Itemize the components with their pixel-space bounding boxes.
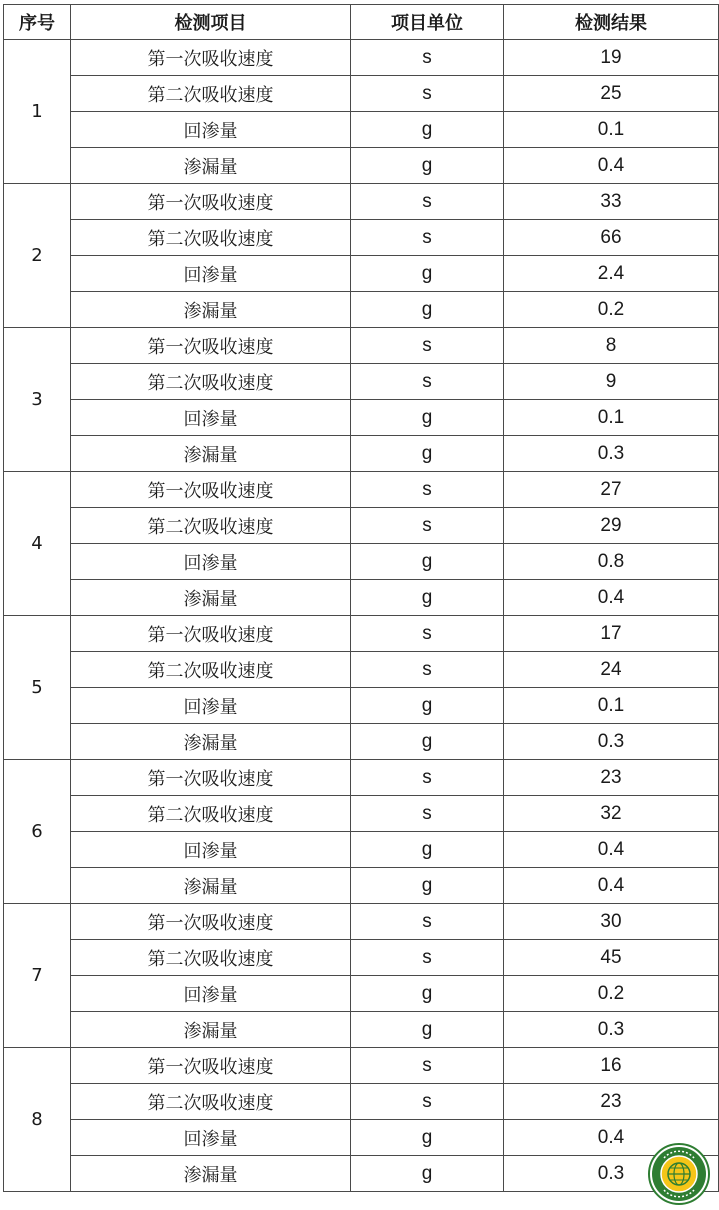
- item-cell: 第一次吸收速度: [71, 760, 351, 796]
- item-cell: 渗漏量: [71, 148, 351, 184]
- unit-cell: s: [351, 76, 504, 112]
- unit-cell: s: [351, 1084, 504, 1120]
- table-row: [4, 940, 719, 976]
- unit-cell: s: [351, 472, 504, 508]
- unit-cell: s: [351, 364, 504, 400]
- unit-cell: s: [351, 940, 504, 976]
- unit-cell: g: [351, 1120, 504, 1156]
- unit-cell: s: [351, 40, 504, 76]
- table-row: [4, 616, 719, 652]
- table-row: [4, 76, 719, 112]
- result-cell: 17: [504, 616, 719, 652]
- test-results-table: [3, 4, 719, 1192]
- item-cell: 第二次吸收速度: [71, 796, 351, 832]
- result-cell: 32: [504, 796, 719, 832]
- result-cell: 0.4: [504, 1120, 719, 1156]
- table-row: [4, 40, 719, 76]
- seq-cell: 4: [4, 472, 71, 616]
- item-cell: 第二次吸收速度: [71, 652, 351, 688]
- item-cell: 回渗量: [71, 400, 351, 436]
- seq-cell: 8: [4, 1048, 71, 1192]
- item-cell: 渗漏量: [71, 1156, 351, 1192]
- unit-cell: s: [351, 796, 504, 832]
- result-cell: 0.3: [504, 436, 719, 472]
- result-cell: 0.4: [504, 868, 719, 904]
- table-row: [4, 184, 719, 220]
- item-cell: 第一次吸收速度: [71, 904, 351, 940]
- result-cell: 30: [504, 904, 719, 940]
- item-cell: 第一次吸收速度: [71, 1048, 351, 1084]
- table-row: [4, 112, 719, 148]
- table-body: [4, 40, 719, 1192]
- result-cell: 0.1: [504, 400, 719, 436]
- seq-cell: 6: [4, 760, 71, 904]
- result-cell: 66: [504, 220, 719, 256]
- certification-seal-icon: [648, 1143, 710, 1205]
- table-row: [4, 400, 719, 436]
- item-cell: 第二次吸收速度: [71, 508, 351, 544]
- header-result: 检测结果: [504, 5, 719, 40]
- result-cell: 25: [504, 76, 719, 112]
- result-cell: 23: [504, 760, 719, 796]
- result-cell: 2.4: [504, 256, 719, 292]
- unit-cell: s: [351, 328, 504, 364]
- result-cell: 0.8: [504, 544, 719, 580]
- unit-cell: g: [351, 544, 504, 580]
- unit-cell: g: [351, 976, 504, 1012]
- header-unit: 项目单位: [351, 5, 504, 40]
- table-row: [4, 688, 719, 724]
- result-cell: 0.1: [504, 112, 719, 148]
- result-cell: 0.3: [504, 1156, 719, 1192]
- result-cell: 16: [504, 1048, 719, 1084]
- table-row: [4, 1156, 719, 1192]
- unit-cell: g: [351, 724, 504, 760]
- item-cell: 回渗量: [71, 832, 351, 868]
- header-row: [4, 5, 719, 40]
- item-cell: 第一次吸收速度: [71, 40, 351, 76]
- result-cell: 45: [504, 940, 719, 976]
- item-cell: 第二次吸收速度: [71, 364, 351, 400]
- item-cell: 第一次吸收速度: [71, 616, 351, 652]
- result-cell: 27: [504, 472, 719, 508]
- seq-cell: 5: [4, 616, 71, 760]
- table-row: [4, 904, 719, 940]
- seq-cell: 3: [4, 328, 71, 472]
- item-cell: 第二次吸收速度: [71, 220, 351, 256]
- item-cell: 回渗量: [71, 256, 351, 292]
- unit-cell: s: [351, 652, 504, 688]
- item-cell: 第二次吸收速度: [71, 1084, 351, 1120]
- unit-cell: g: [351, 1012, 504, 1048]
- result-cell: 0.3: [504, 724, 719, 760]
- item-cell: 渗漏量: [71, 868, 351, 904]
- item-cell: 回渗量: [71, 976, 351, 1012]
- unit-cell: g: [351, 688, 504, 724]
- result-cell: 24: [504, 652, 719, 688]
- table-row: [4, 544, 719, 580]
- table-row: [4, 436, 719, 472]
- unit-cell: s: [351, 1048, 504, 1084]
- seq-cell: 1: [4, 40, 71, 184]
- seq-cell: 7: [4, 904, 71, 1048]
- unit-cell: s: [351, 904, 504, 940]
- table-row: [4, 976, 719, 1012]
- unit-cell: s: [351, 616, 504, 652]
- item-cell: 回渗量: [71, 544, 351, 580]
- item-cell: 渗漏量: [71, 724, 351, 760]
- item-cell: 回渗量: [71, 112, 351, 148]
- result-cell: 0.2: [504, 976, 719, 1012]
- table-row: [4, 508, 719, 544]
- unit-cell: s: [351, 184, 504, 220]
- table-row: [4, 868, 719, 904]
- unit-cell: s: [351, 220, 504, 256]
- header-seq: 序号: [4, 5, 71, 40]
- table-row: [4, 652, 719, 688]
- table-row: [4, 148, 719, 184]
- item-cell: 回渗量: [71, 1120, 351, 1156]
- table-row: [4, 1012, 719, 1048]
- table-row: [4, 328, 719, 364]
- unit-cell: g: [351, 256, 504, 292]
- table-row: [4, 580, 719, 616]
- table-header: [4, 5, 719, 40]
- unit-cell: g: [351, 436, 504, 472]
- table-row: [4, 724, 719, 760]
- result-cell: 0.4: [504, 832, 719, 868]
- table-row: [4, 1084, 719, 1120]
- unit-cell: s: [351, 508, 504, 544]
- table-row: [4, 796, 719, 832]
- item-cell: 第二次吸收速度: [71, 76, 351, 112]
- table-row: [4, 832, 719, 868]
- result-cell: 0.1: [504, 688, 719, 724]
- table-row: [4, 760, 719, 796]
- item-cell: 回渗量: [71, 688, 351, 724]
- table-row: [4, 472, 719, 508]
- unit-cell: g: [351, 400, 504, 436]
- unit-cell: g: [351, 580, 504, 616]
- item-cell: 渗漏量: [71, 436, 351, 472]
- result-cell: 19: [504, 40, 719, 76]
- item-cell: 第一次吸收速度: [71, 472, 351, 508]
- unit-cell: g: [351, 292, 504, 328]
- result-cell: 0.2: [504, 292, 719, 328]
- unit-cell: g: [351, 148, 504, 184]
- result-cell: 0.3: [504, 1012, 719, 1048]
- unit-cell: g: [351, 112, 504, 148]
- unit-cell: g: [351, 868, 504, 904]
- result-cell: 0.4: [504, 148, 719, 184]
- seq-cell: 2: [4, 184, 71, 328]
- unit-cell: g: [351, 832, 504, 868]
- unit-cell: g: [351, 1156, 504, 1192]
- table-row: [4, 1120, 719, 1156]
- result-cell: 9: [504, 364, 719, 400]
- item-cell: 渗漏量: [71, 292, 351, 328]
- item-cell: 第一次吸收速度: [71, 328, 351, 364]
- result-cell: 0.4: [504, 580, 719, 616]
- item-cell: 渗漏量: [71, 580, 351, 616]
- result-cell: 23: [504, 1084, 719, 1120]
- result-cell: 29: [504, 508, 719, 544]
- item-cell: 第一次吸收速度: [71, 184, 351, 220]
- result-cell: 33: [504, 184, 719, 220]
- table-row: [4, 1048, 719, 1084]
- item-cell: 渗漏量: [71, 1012, 351, 1048]
- table-row: [4, 256, 719, 292]
- table-row: [4, 364, 719, 400]
- table-row: [4, 220, 719, 256]
- header-item: 检测项目: [71, 5, 351, 40]
- unit-cell: s: [351, 760, 504, 796]
- result-cell: 8: [504, 328, 719, 364]
- item-cell: 第二次吸收速度: [71, 940, 351, 976]
- table-row: [4, 292, 719, 328]
